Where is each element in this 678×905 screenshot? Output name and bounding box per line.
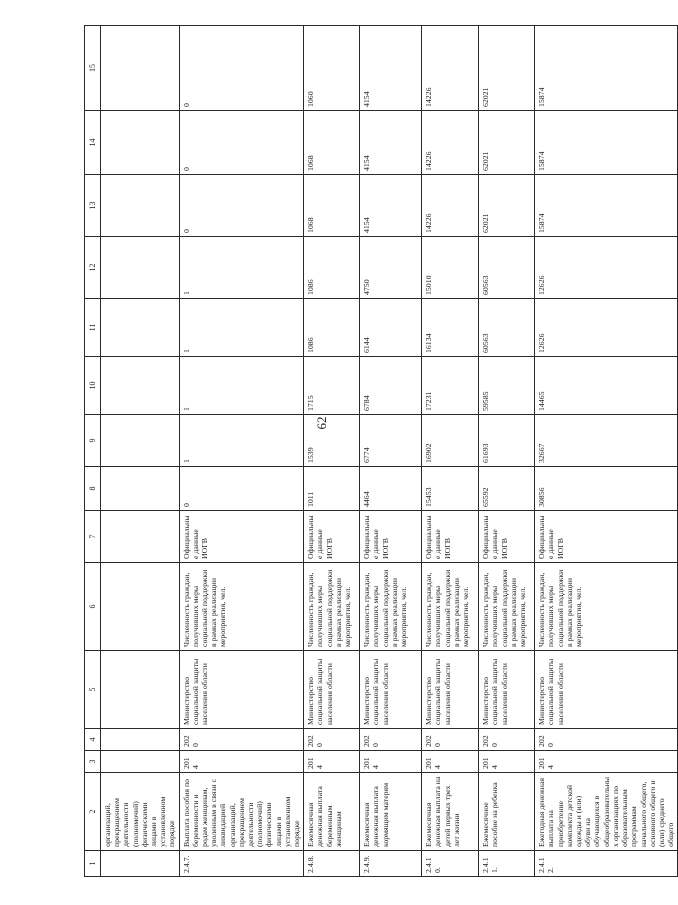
header-cell: 12	[85, 237, 101, 299]
code-cell: 2.4.12.	[535, 851, 678, 877]
header-cell: 8	[85, 467, 101, 511]
executor-cell: Министерство социальной защиты населения области	[479, 651, 535, 729]
empty-cell	[101, 467, 180, 511]
continuation-row	[101, 26, 180, 877]
header-cell: 11	[85, 299, 101, 357]
empty-cell	[101, 237, 180, 299]
name-cell: организаций, прекращением деятельности (полномочий) физическими лицами в установленном порядке	[101, 773, 180, 851]
executor-cell: Министерство социальной защиты населения области	[422, 651, 479, 729]
empty-cell	[101, 415, 180, 467]
end-year-cell: 2020	[360, 729, 422, 751]
start-year-cell: 2014	[535, 751, 678, 773]
source-cell: Официальные данные ИОГВ	[179, 511, 304, 563]
value-cell: 14226	[422, 175, 479, 237]
empty-cell	[101, 111, 180, 175]
start-year-cell: 2014	[304, 751, 360, 773]
name-cell: Выплата пособия по беременности и родам женщинам, уволенным в связи с ликвидацией организаций, прекращением деятельности (полномочий) физическими лицами в установленном порядке	[179, 773, 304, 851]
value-cell: 1086	[304, 237, 360, 299]
executor-cell: Министерство социальной защиты населения области	[360, 651, 422, 729]
value-cell: 12626	[535, 299, 678, 357]
table-row	[360, 26, 422, 877]
value-cell: 1011	[304, 467, 360, 511]
empty-cell	[101, 357, 180, 415]
value-cell: 14465	[535, 357, 678, 415]
value-cell: 17231	[422, 357, 479, 415]
indicator-cell: Численность граждан, получивших меры социальной поддержки в рамках реализации мероприятия, чел.	[535, 563, 678, 651]
code-cell: 2.4.9.	[360, 851, 422, 877]
end-year-cell: 2020	[479, 729, 535, 751]
value-cell: 1	[179, 415, 304, 467]
table-row	[304, 26, 360, 877]
value-cell: 16134	[422, 299, 479, 357]
value-cell: 1539	[304, 415, 360, 467]
header-cell: 1	[85, 851, 101, 877]
value-cell: 1715	[304, 357, 360, 415]
header-cell: 15	[85, 26, 101, 111]
value-cell: 15874	[535, 26, 678, 111]
end-year-cell: 2020	[422, 729, 479, 751]
start-year-cell: 2014	[179, 751, 304, 773]
value-cell: 6774	[360, 415, 422, 467]
code-cell: 2.4.11.	[479, 851, 535, 877]
name-cell: Ежемесячная денежная выплата на детей первых трех лет жизни	[422, 773, 479, 851]
empty-cell	[101, 751, 180, 773]
value-cell: 60563	[479, 299, 535, 357]
value-cell: 62021	[479, 26, 535, 111]
empty-cell	[101, 563, 180, 651]
measures-table	[84, 25, 678, 877]
value-cell: 0	[179, 175, 304, 237]
header-cell: 10	[85, 357, 101, 415]
value-cell: 4464	[360, 467, 422, 511]
code-cell: 2.4.8.	[304, 851, 360, 877]
source-cell: Официальные данные ИОГВ	[422, 511, 479, 563]
indicator-cell: Численность граждан, получивших меры социальной поддержки в рамках реализации мероприятия, чел.	[360, 563, 422, 651]
value-cell: 59585	[479, 357, 535, 415]
code-cell: 2.4.7.	[179, 851, 304, 877]
page-number: 62	[314, 416, 329, 430]
table-row	[479, 26, 535, 877]
header-cell: 7	[85, 511, 101, 563]
value-cell: 0	[179, 26, 304, 111]
empty-cell	[101, 511, 180, 563]
start-year-cell: 2014	[479, 751, 535, 773]
name-cell: Ежемесячное пособие на ребенка	[479, 773, 535, 851]
value-cell: 6144	[360, 299, 422, 357]
value-cell: 16902	[422, 415, 479, 467]
value-cell: 61693	[479, 415, 535, 467]
value-cell: 14226	[422, 26, 479, 111]
value-cell: 4750	[360, 237, 422, 299]
start-year-cell: 2014	[422, 751, 479, 773]
value-cell: 4154	[360, 175, 422, 237]
header-cell: 6	[85, 563, 101, 651]
table-row	[535, 26, 678, 877]
value-cell: 60563	[479, 237, 535, 299]
value-cell: 0	[179, 467, 304, 511]
value-cell: 1	[179, 357, 304, 415]
executor-cell: Министерство социальной защиты населения области	[535, 651, 678, 729]
indicator-cell: Численность граждан, получивших меры социальной поддержки в рамках реализации мероприятия, чел.	[179, 563, 304, 651]
value-cell: 65592	[479, 467, 535, 511]
end-year-cell: 2020	[535, 729, 678, 751]
source-cell: Официальные данные ИОГВ	[360, 511, 422, 563]
name-cell: Ежемесячная денежная выплата кормящим матерям	[360, 773, 422, 851]
code-cell	[101, 851, 180, 877]
value-cell: 15453	[422, 467, 479, 511]
table-row	[179, 26, 304, 877]
end-year-cell: 2020	[304, 729, 360, 751]
value-cell: 1068	[304, 111, 360, 175]
empty-cell	[101, 729, 180, 751]
executor-cell: Министерство социальной защиты населения области	[304, 651, 360, 729]
indicator-cell: Численность граждан, получивших меры социальной поддержки в рамках реализации мероприятия, чел.	[479, 563, 535, 651]
value-cell: 30856	[535, 467, 678, 511]
value-cell: 1068	[304, 175, 360, 237]
start-year-cell: 2014	[360, 751, 422, 773]
value-cell: 1060	[304, 26, 360, 111]
value-cell: 1	[179, 299, 304, 357]
end-year-cell: 2020	[179, 729, 304, 751]
value-cell: 14226	[422, 111, 479, 175]
value-cell: 15010	[422, 237, 479, 299]
header-cell: 5	[85, 651, 101, 729]
value-cell: 4154	[360, 111, 422, 175]
indicator-cell: Численность граждан, получивших меры социальной поддержки в рамках реализации мероприятия, чел.	[422, 563, 479, 651]
source-cell: Официальные данные ИОГВ	[535, 511, 678, 563]
value-cell: 62021	[479, 175, 535, 237]
empty-cell	[101, 26, 180, 111]
header-cell: 2	[85, 773, 101, 851]
value-cell: 1086	[304, 299, 360, 357]
value-cell: 12626	[535, 237, 678, 299]
name-cell: Ежегодная денежная выплата на приобретение комплекта детской одежды и (или) обуви на обучающихся в общеобразовательных организациях по образовательным программам начального общего, основного общего и (или) среднего общего	[535, 773, 678, 851]
source-cell: Официальные данные ИОГВ	[304, 511, 360, 563]
source-cell: Официальные данные ИОГВ	[479, 511, 535, 563]
header-cell: 3	[85, 751, 101, 773]
header-cell: 4	[85, 729, 101, 751]
code-cell: 2.4.10.	[422, 851, 479, 877]
value-cell: 62021	[479, 111, 535, 175]
value-cell: 15874	[535, 175, 678, 237]
header-cell: 13	[85, 175, 101, 237]
empty-cell	[101, 175, 180, 237]
name-cell: Ежемесячная денежная выплата беременным женщинам	[304, 773, 360, 851]
header-row	[85, 26, 101, 877]
value-cell: 15874	[535, 111, 678, 175]
header-cell: 9	[85, 415, 101, 467]
empty-cell	[101, 651, 180, 729]
indicator-cell: Численность граждан, получивших меры социальной поддержки в рамках реализации мероприятия, чел.	[304, 563, 360, 651]
value-cell: 1	[179, 237, 304, 299]
table-row	[422, 26, 479, 877]
executor-cell: Министерство социальной защиты населения области	[179, 651, 304, 729]
header-cell: 14	[85, 111, 101, 175]
value-cell: 6784	[360, 357, 422, 415]
value-cell: 32667	[535, 415, 678, 467]
value-cell: 4154	[360, 26, 422, 111]
value-cell: 0	[179, 111, 304, 175]
empty-cell	[101, 299, 180, 357]
